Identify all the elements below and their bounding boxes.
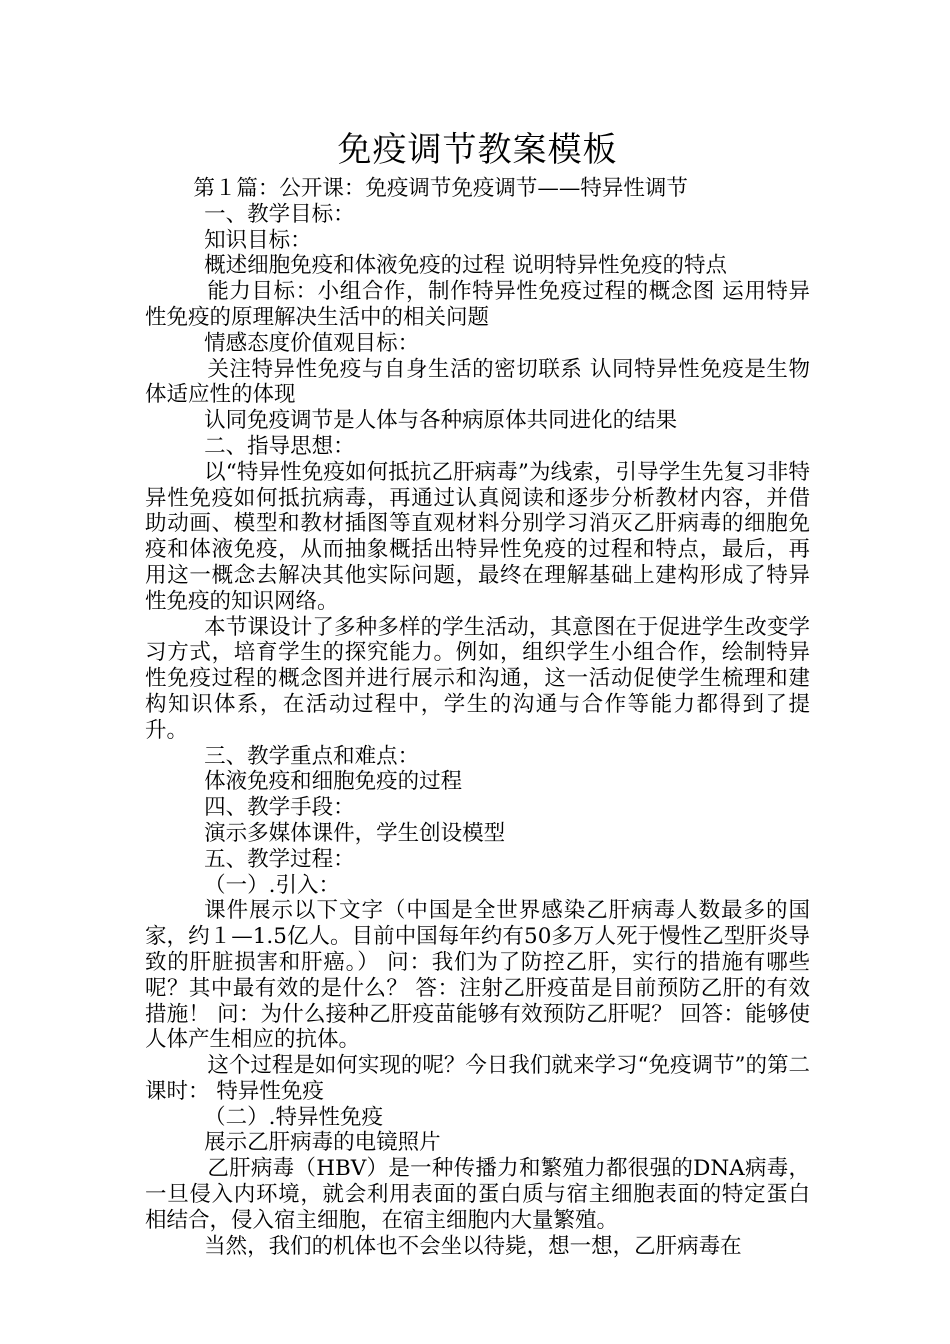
section-heading-objectives: 一、教学目标： bbox=[204, 201, 355, 227]
photo-display-text: 展示乙肝病毒的电镜照片 bbox=[204, 1130, 441, 1156]
document-title: 免疫调节教案模板 bbox=[337, 130, 618, 170]
closing-paragraph: 当然，我们的机体也不会坐以待毙，想一想，乙肝病毒在 bbox=[204, 1233, 742, 1259]
subsection-introduction: （一）.引入： bbox=[204, 872, 340, 898]
lesson-transition-paragraph: 这个过程是如何实现的呢？今日我们就来学习“免疫调节”的第二课时： 特异性免疫 bbox=[145, 1053, 810, 1104]
key-points-text: 体液免疫和细胞免疫的过程 bbox=[204, 769, 463, 795]
ability-objective-text: 能力目标：小组合作，制作特异性免疫过程的概念图 运用特异性免疫的原理解决生活中的相关问题 bbox=[145, 279, 810, 330]
methods-text: 演示多媒体课件，学生创设模型 bbox=[204, 820, 506, 846]
attitude-objective-text-2: 认同免疫调节是人体与各种病原体共同进化的结果 bbox=[204, 408, 678, 434]
knowledge-objective-text: 概述细胞免疫和体液免疫的过程 说明特异性免疫的特点 bbox=[204, 253, 727, 279]
hbv-description-paragraph: 乙肝病毒（HBV）是一种传播力和繁殖力都很强的DNA病毒，一旦侵入内环境，就会利用表面的蛋白质与宿主细胞表面的特定蛋白相结合，侵入宿主细胞，在宿主细胞内大量繁殖。 bbox=[145, 1156, 810, 1233]
attitude-objective-label: 情感态度价值观目标： bbox=[204, 330, 420, 356]
document-subtitle: 第１篇：公开课：免疫调节免疫调节——特异性调节 bbox=[193, 176, 688, 201]
knowledge-objective-label: 知识目标： bbox=[204, 227, 312, 253]
introduction-paragraph: 课件展示以下文字（中国是全世界感染乙肝病毒人数最多的国家，约１—1.5亿人。目前中国每年约有50多万人死于慢性乙型肝炎导致的肝脏损害和肝癌。） 问：我们为了防控乙肝，实行的措施有哪些呢？其中最有效的是什么？ 答：注射乙肝疫苗是目前预防乙肝的有效措施！ 问：为什么接种乙肝疫苗能够有效预防乙肝呢？ 回答：能够使人体产生相应的抗体。 bbox=[145, 898, 810, 1053]
activities-paragraph: 本节课设计了多种多样的学生活动，其意图在于促进学生改变学习方式，培育学生的探究能力。例如，组织学生小组合作，绘制特异性免疫过程的概念图并进行展示和沟通，这一活动促使学生梳理和建构知识体系，在活动过程中，学生的沟通与合作等能力都得到了提升。 bbox=[145, 614, 810, 743]
document-page bbox=[145, 128, 810, 1259]
section-heading-process: 五、教学过程： bbox=[204, 846, 355, 872]
section-heading-guiding-ideas: 二、指导思想： bbox=[204, 433, 355, 459]
attitude-objective-text-1: 关注特异性免疫与自身生活的密切联系 认同特异性免疫是生物体适应性的体现 bbox=[145, 356, 810, 408]
section-heading-methods: 四、教学手段： bbox=[204, 795, 355, 821]
guiding-ideas-paragraph: 以“特异性免疫如何抵抗乙肝病毒”为线索，引导学生先复习非特异性免疫如何抵抗病毒，再通过认真阅读和逐步分析教材内容，并借助动画、模型和教材插图等直观材料分别学习消灭乙肝病毒的细胞免疫和体液免疫，从而抽象概括出特异性免疫的过程和特点，最后，再用这一概念去解决其他实际问题，最终在理解基础上建构形成了特异性免疫的知识网络。 bbox=[145, 459, 810, 614]
section-heading-key-points: 三、教学重点和难点： bbox=[204, 743, 420, 769]
subsection-specific-immunity: （二）.特异性免疫 bbox=[204, 1104, 383, 1130]
